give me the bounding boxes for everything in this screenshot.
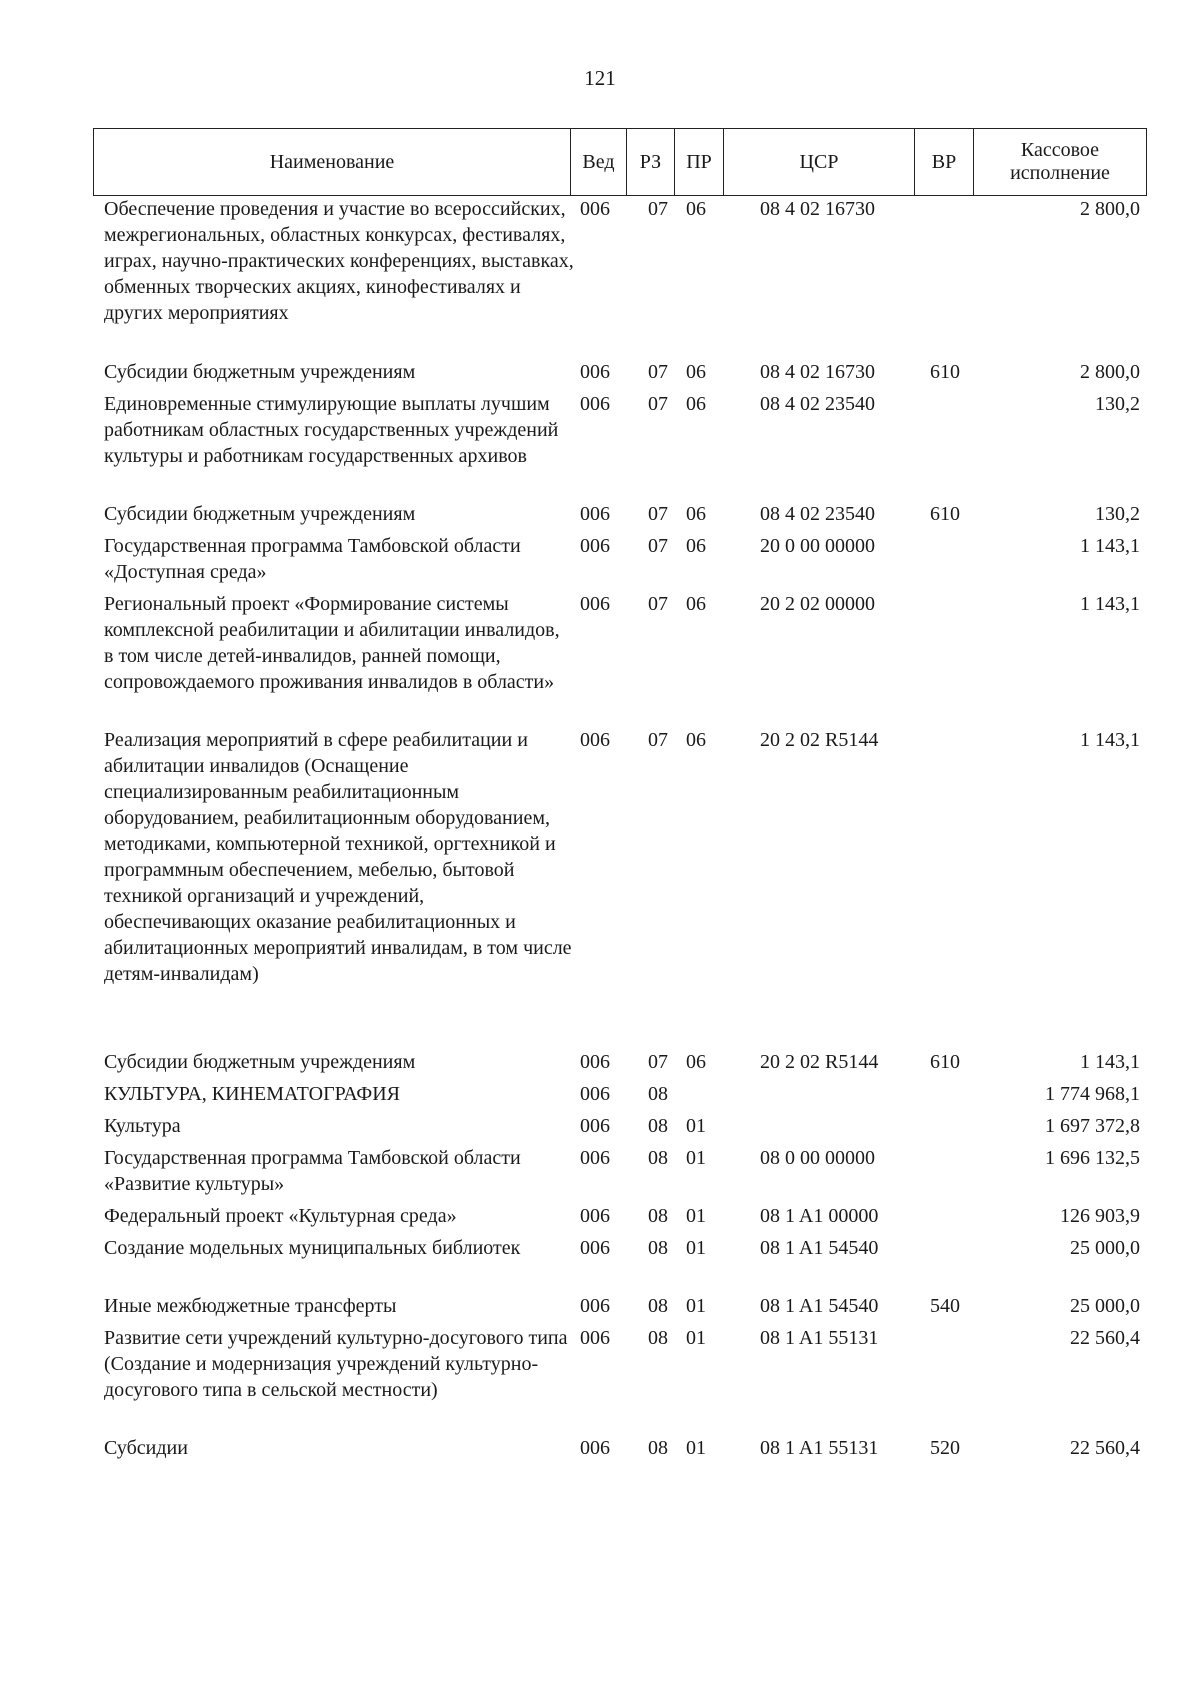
row-amount: 130,2 — [1095, 503, 1140, 525]
row-name: КУЛЬТУРА, КИНЕМАТОГРАФИЯ — [104, 1083, 400, 1105]
row-name: Государственная программа Тамбовской области «Развитие культуры» — [104, 1147, 521, 1195]
row-amount: 25 000,0 — [1070, 1237, 1140, 1259]
row-rz: 07 — [648, 1051, 668, 1073]
row-name: Культура — [104, 1115, 181, 1137]
row-ved: 006 — [580, 393, 610, 415]
row-csr: 08 4 02 16730 — [760, 361, 875, 383]
header-csr: ЦСР — [724, 129, 915, 196]
row-ved: 006 — [580, 1115, 610, 1137]
row-vr: 610 — [930, 361, 960, 383]
row-name: Единовременные стимулирующие выплаты лучшим работникам областных государственных учреждений культуры и работникам государственных архивов — [104, 393, 559, 467]
row-csr: 20 2 02 R5144 — [760, 729, 879, 751]
row-amount: 22 560,4 — [1070, 1327, 1140, 1349]
row-amount: 1 143,1 — [1080, 1051, 1140, 1073]
row-pr: 01 — [686, 1147, 706, 1169]
row-rz: 07 — [648, 593, 668, 615]
row-amount: 1 143,1 — [1080, 593, 1140, 615]
row-ved: 006 — [580, 535, 610, 557]
table-row — [0, 591, 1200, 727]
header-ved: Вед — [571, 129, 627, 196]
row-ved: 006 — [580, 1051, 610, 1073]
row-pr: 06 — [686, 593, 706, 615]
row-name: Реализация мероприятий в сфере реабилитации и абилитации инвалидов (Оснащение специализированным реабилитационным оборудованием, реабилитационным оборудованием, методиками, компьютерной техникой, оргтехникой и программным обеспечением, мебелью, бытовой техникой организаций и учреждений, обеспечивающих оказание реабилитационных и абилитационных мероприятий инвалидам, в том числе детям-инвалидам) — [104, 729, 572, 985]
row-rz: 07 — [648, 393, 668, 415]
row-csr: 08 1 A1 54540 — [760, 1295, 879, 1317]
header-amount: Кассовое исполнение — [974, 129, 1147, 196]
row-rz: 07 — [648, 198, 668, 220]
row-name: Субсидии бюджетным учреждениям — [104, 1051, 416, 1073]
row-rz: 08 — [648, 1205, 668, 1227]
row-ved: 006 — [580, 729, 610, 751]
row-csr: 20 0 00 00000 — [760, 535, 875, 557]
row-amount: 2 800,0 — [1080, 361, 1140, 383]
header-rz: РЗ — [627, 129, 675, 196]
row-amount: 1 697 372,8 — [1045, 1115, 1140, 1137]
row-amount: 1 143,1 — [1080, 535, 1140, 557]
row-ved: 006 — [580, 361, 610, 383]
row-csr: 08 4 02 16730 — [760, 198, 875, 220]
table-row — [0, 1049, 1200, 1081]
row-amount: 1 774 968,1 — [1045, 1083, 1140, 1105]
row-csr: 08 1 A1 54540 — [760, 1237, 879, 1259]
table-row — [0, 359, 1200, 391]
table-header — [93, 128, 1147, 196]
table-row — [0, 391, 1200, 501]
table-row — [0, 1113, 1200, 1145]
row-amount: 22 560,4 — [1070, 1437, 1140, 1459]
row-csr: 20 2 02 00000 — [760, 593, 875, 615]
row-amount: 126 903,9 — [1060, 1205, 1140, 1227]
row-vr: 520 — [930, 1437, 960, 1459]
row-csr: 08 1 A1 55131 — [760, 1437, 879, 1459]
row-name: Развитие сети учреждений культурно-досугового типа (Создание и модернизация учреждений культурно-досугового типа в сельской местности) — [104, 1327, 568, 1401]
row-vr: 610 — [930, 503, 960, 525]
row-rz: 07 — [648, 729, 668, 751]
row-pr: 01 — [686, 1205, 706, 1227]
row-csr: 08 0 00 00000 — [760, 1147, 875, 1169]
row-ved: 006 — [580, 1295, 610, 1317]
row-rz: 08 — [648, 1115, 668, 1137]
row-pr: 01 — [686, 1295, 706, 1317]
row-csr: 08 1 A1 00000 — [760, 1205, 879, 1227]
row-name: Региональный проект «Формирование системы комплексной реабилитации и абилитации инвалидов, в том числе детей-инвалидов, ранней помощи, сопровождаемого проживания инвалидов в области» — [104, 593, 560, 693]
table-row — [0, 1203, 1200, 1235]
table-row — [0, 1235, 1200, 1293]
row-pr: 06 — [686, 1051, 706, 1073]
table-row — [0, 1145, 1200, 1203]
row-amount: 1 696 132,5 — [1045, 1147, 1140, 1169]
row-pr: 06 — [686, 361, 706, 383]
row-amount: 130,2 — [1095, 393, 1140, 415]
row-ved: 006 — [580, 503, 610, 525]
header-name: Наименование — [94, 129, 571, 196]
header-vr: ВР — [915, 129, 974, 196]
table-row — [0, 533, 1200, 591]
row-rz: 08 — [648, 1083, 668, 1105]
row-rz: 08 — [648, 1437, 668, 1459]
row-rz: 08 — [648, 1147, 668, 1169]
table-row — [0, 1081, 1200, 1113]
row-pr: 06 — [686, 535, 706, 557]
row-amount: 2 800,0 — [1080, 198, 1140, 220]
row-pr: 01 — [686, 1327, 706, 1349]
row-rz: 08 — [648, 1237, 668, 1259]
row-amount: 1 143,1 — [1080, 729, 1140, 751]
row-name: Иные межбюджетные трансферты — [104, 1295, 397, 1317]
page-number: 121 — [584, 66, 616, 90]
row-pr: 01 — [686, 1437, 706, 1459]
header-pr: ПР — [675, 129, 724, 196]
table-row — [0, 727, 1200, 1049]
table-row — [0, 1435, 1200, 1467]
row-ved: 006 — [580, 1205, 610, 1227]
row-csr: 20 2 02 R5144 — [760, 1051, 879, 1073]
row-name: Субсидии бюджетным учреждениям — [104, 503, 416, 525]
table-row — [0, 196, 1200, 359]
row-rz: 07 — [648, 535, 668, 557]
row-csr: 08 1 A1 55131 — [760, 1327, 879, 1349]
row-amount: 25 000,0 — [1070, 1295, 1140, 1317]
table-row — [0, 1293, 1200, 1325]
row-pr: 06 — [686, 198, 706, 220]
row-vr: 540 — [930, 1295, 960, 1317]
row-rz: 07 — [648, 503, 668, 525]
row-pr: 06 — [686, 503, 706, 525]
row-rz: 08 — [648, 1295, 668, 1317]
row-ved: 006 — [580, 198, 610, 220]
table-row — [0, 1325, 1200, 1435]
row-name: Создание модельных муниципальных библиотек — [104, 1237, 521, 1259]
row-vr: 610 — [930, 1051, 960, 1073]
row-name: Государственная программа Тамбовской области «Доступная среда» — [104, 535, 521, 583]
row-ved: 006 — [580, 1327, 610, 1349]
row-csr: 08 4 02 23540 — [760, 503, 875, 525]
row-name: Субсидии — [104, 1437, 188, 1459]
row-ved: 006 — [580, 1237, 610, 1259]
row-pr: 06 — [686, 729, 706, 751]
row-name: Федеральный проект «Культурная среда» — [104, 1205, 457, 1227]
row-name: Субсидии бюджетным учреждениям — [104, 361, 416, 383]
row-ved: 006 — [580, 593, 610, 615]
row-name: Обеспечение проведения и участие во всероссийских, межрегиональных, областных конкурсах, фестивалях, играх, научно-практических конференциях, выставках, обменных творческих акциях, кинофестивалях и других мероприятиях — [104, 198, 574, 324]
row-ved: 006 — [580, 1437, 610, 1459]
row-ved: 006 — [580, 1147, 610, 1169]
row-pr: 06 — [686, 393, 706, 415]
row-ved: 006 — [580, 1083, 610, 1105]
row-rz: 08 — [648, 1327, 668, 1349]
table-row — [0, 501, 1200, 533]
row-csr: 08 4 02 23540 — [760, 393, 875, 415]
table-body — [0, 196, 1200, 1467]
row-pr: 01 — [686, 1115, 706, 1137]
row-rz: 07 — [648, 361, 668, 383]
row-pr: 01 — [686, 1237, 706, 1259]
